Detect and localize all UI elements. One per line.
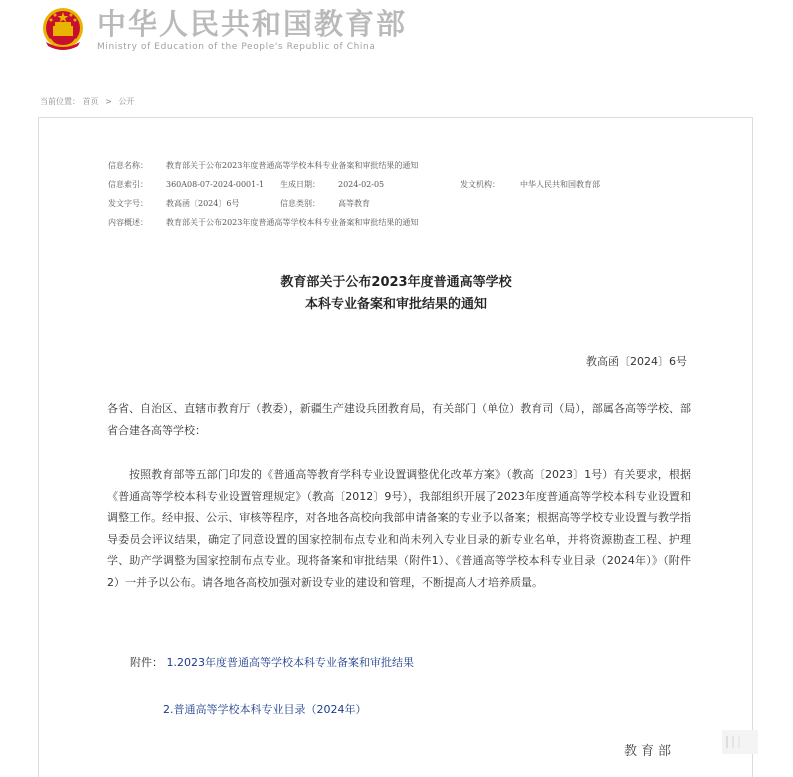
info-docno-label: 发文字号： bbox=[108, 199, 148, 208]
info-issuer-value: 中华人民共和国教育部 bbox=[520, 180, 600, 189]
scroll-fade-icon bbox=[722, 730, 758, 754]
info-docno-value: 教高函〔2024〕6号 bbox=[166, 199, 240, 208]
site-title-en: Ministry of Education of the People's Republic of China bbox=[97, 42, 376, 52]
attachment-1-link[interactable]: 1.2023年度普通高等学校本科专业备案和审批结果 bbox=[166, 656, 414, 669]
info-date-label: 生成日期： bbox=[280, 180, 320, 189]
attachment-2-link[interactable]: 2.普通高等学校本科专业目录（2024年） bbox=[163, 703, 367, 716]
attachments-prefix: 附件： bbox=[130, 656, 163, 669]
info-summary-label: 内容概述： bbox=[108, 218, 148, 227]
national-emblem-icon[interactable] bbox=[40, 6, 86, 54]
document-title-line-2: 本科专业备案和审批结果的通知 bbox=[304, 297, 487, 312]
salutation-paragraph: 各省、自治区、直辖市教育厅（教委），新疆生产建设兵团教育局，有关部门（单位）教育司（局），部属各高等学校、部省合建各高等学校： bbox=[107, 402, 691, 437]
document-title-line-1: 教育部关于公布2023年度普通高等学校 bbox=[280, 275, 512, 290]
breadcrumb-prefix: 当前位置： bbox=[40, 97, 80, 106]
info-issuer-label: 发文机构： bbox=[460, 180, 500, 189]
attachment-row-1 bbox=[130, 654, 414, 670]
info-name-value: 教育部关于公布2023年度普通高等学校本科专业备案和审批结果的通知 bbox=[166, 161, 419, 170]
info-index-value: 360A08-07-2024-0001-1 bbox=[166, 180, 265, 189]
body-paragraph: 按照教育部等五部门印发的《普通高等教育学科专业设置调整优化改革方案》（教高〔2023〕1号）有关要求，根据《普通高等学校本科专业设置管理规定》（教高〔2012〕9号），我部组织开展了2023年度普通高等学校本科专业设置和调整工作。经申报、公示、审核等程序，对各地各高校向我部申请备案的专业予以备案；根据高等学校专业设置与教学指导委员会评议结果，确定了同意设置的国家控制布点专业和尚未列入专业目录的新专业名单，并将资源勘查工程、护理学、助产学调整为国家控制布点专业。现将备案和审批结果（附件1）、《普通高等学校本科专业目录（2024年）》（附件2）一并予以公布。请各地各高校加强对新设专业的建设和管理，不断提高人才培养质量。 bbox=[107, 468, 691, 589]
info-name-label: 信息名称： bbox=[108, 161, 148, 170]
info-summary-value: 教育部关于公布2023年度普通高等学校本科专业备案和审批结果的通知 bbox=[166, 218, 419, 227]
info-date-value: 2024-02-05 bbox=[338, 180, 385, 189]
signature: 教育部 bbox=[624, 744, 676, 759]
attachment-row-2 bbox=[163, 701, 367, 717]
breadcrumb-separator: > bbox=[105, 97, 112, 106]
site-title-cn[interactable]: 中华人民共和国教育部 bbox=[97, 7, 408, 41]
site-header bbox=[0, 0, 793, 80]
breadcrumb-public-link[interactable]: 公开 bbox=[118, 97, 135, 106]
info-index-label: 信息索引： bbox=[108, 180, 148, 189]
info-category-label: 信息类别： bbox=[280, 199, 320, 208]
document-title bbox=[100, 272, 692, 316]
breadcrumb bbox=[40, 96, 134, 107]
info-category-value: 高等教育 bbox=[338, 199, 370, 208]
document-number: 教高函〔2024〕6号 bbox=[586, 355, 687, 368]
breadcrumb-home-link[interactable]: 首页 bbox=[82, 97, 99, 106]
